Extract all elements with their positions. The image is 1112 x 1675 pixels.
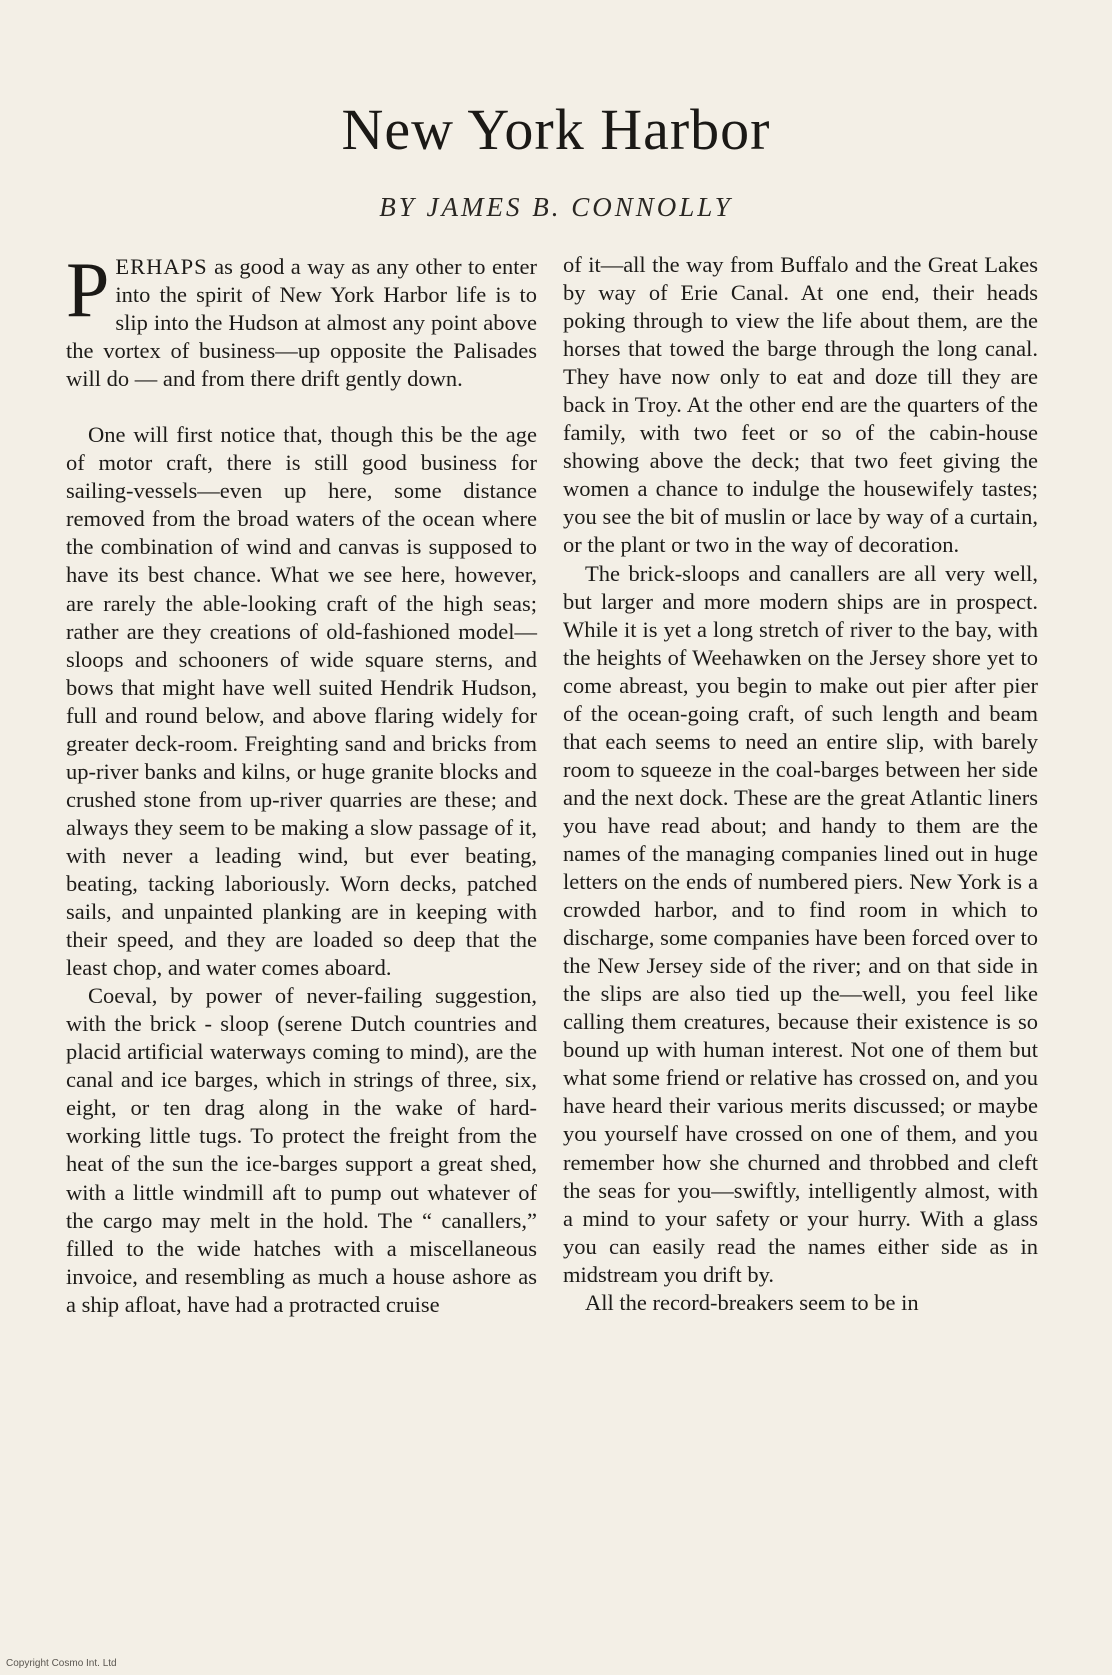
lead-word: ERHAPS xyxy=(115,254,208,279)
article-title: New York Harbor xyxy=(341,97,771,162)
paragraph: One will first notice that, though this be the age of motor craft, there is still good business for sailing-vessels—even up here, some distance removed from the broad waters of the ocean where the combination of wind and canvas is supposed to have its best chance. What we see here, however, are rarely the able-looking craft of the high seas; rather are they creations of old-fashioned model—sloops and schooners of wide square sterns, and bows that might have well suited Hendrik Hudson, full and round below, and above flaring widely for greater deck-room. Freighting sand and bricks from up-river banks and kilns, or huge granite blocks and crushed stone from up-river quarries are these; and always they seem to be making a slow passage of it, with never a leading wind, but ever beating, beating, tacking laboriously. Worn decks, patched sails, and unpainted planking are in keeping with their speed, and they are loaded so deep that the least chop, and water comes aboard. xyxy=(66,422,537,981)
paragraph: of it—all the way from Buffalo and the Great Lakes by way of Erie Canal. At one end, their heads poking through to view the life about them, are the horses that towed the barge through the long canal. They have now only to eat and doze till they are back in Troy. At the other end are the quarters of the family, with two feet or so of the cabin-house showing above the deck; that two feet giving the women a chance to indulge the housewifely tastes; you see the bit of muslin or lace by way of a curtain, or the plant or two in the way of decoration. xyxy=(563,252,1038,558)
drop-cap: P xyxy=(66,246,110,333)
paragraph: Coeval, by power of never-failing suggestion, with the brick - sloop (serene Dutch countries and placid artificial waterways coming to mind), are the canal and ice barges, which in strings of three, six, eight, or ten drag along in the wake of hard-working little tugs. To protect the freight from the heat of the sun the ice-barges support a great shed, with a little windmill aft to pump out whatever of the cargo may melt in the hold. The “ canallers,” filled to the wide hatches with a miscellaneous invoice, and resembling as much a house ashore as a ship afloat, have had a protracted cruise xyxy=(66,983,537,1317)
paragraph: All the record-breakers seem to be in xyxy=(585,1289,919,1315)
right-column xyxy=(563,251,1038,1317)
left-column xyxy=(66,246,537,1319)
paragraph-text: as good a way as any other to enter into the spirit of New York Harbor life is to slip into the Hudson at almost any point above the vortex of business—up opposite the Palisades will do — and from there drift gently down. xyxy=(66,254,537,392)
article-byline: BY JAMES B. CONNOLLY xyxy=(379,192,733,222)
paragraph xyxy=(66,246,537,393)
copyright-watermark: Copyright Cosmo Int. Ltd xyxy=(6,1658,117,1669)
paragraph: The brick-sloops and canallers are all very well, but larger and more modern ships are in prospect. While it is yet a long stretch of river to the bay, with the heights of Weehawken on the Jersey shore yet to come abreast, you begin to make out pier after pier of the ocean-going craft, of such length and beam that each seems to need an entire slip, with barely room to squeeze in the coal-barges between her side and the next dock. These are the great Atlantic liners you have read about; and handy to them are the names of the managing companies lined out in huge letters on the ends of numbered piers. New York is a crowded harbor, and to find room in which to discharge, some companies have been forced over to the New Jersey side of the river; and on that side in the slips are also tied up the—well, you feel like calling them creatures, because their existence is so bound up with human interest. Not one of them but what some friend or relative has crossed on, and you have heard their various merits discussed; or maybe you yourself have crossed on one of them, and you remember how she churned and throbbed and cleft the seas for you—swiftly, intelligently almost, with a mind to your safety or your hurry. With a glass you can easily read the names either side as in midstream you drift by. xyxy=(563,560,1038,1287)
